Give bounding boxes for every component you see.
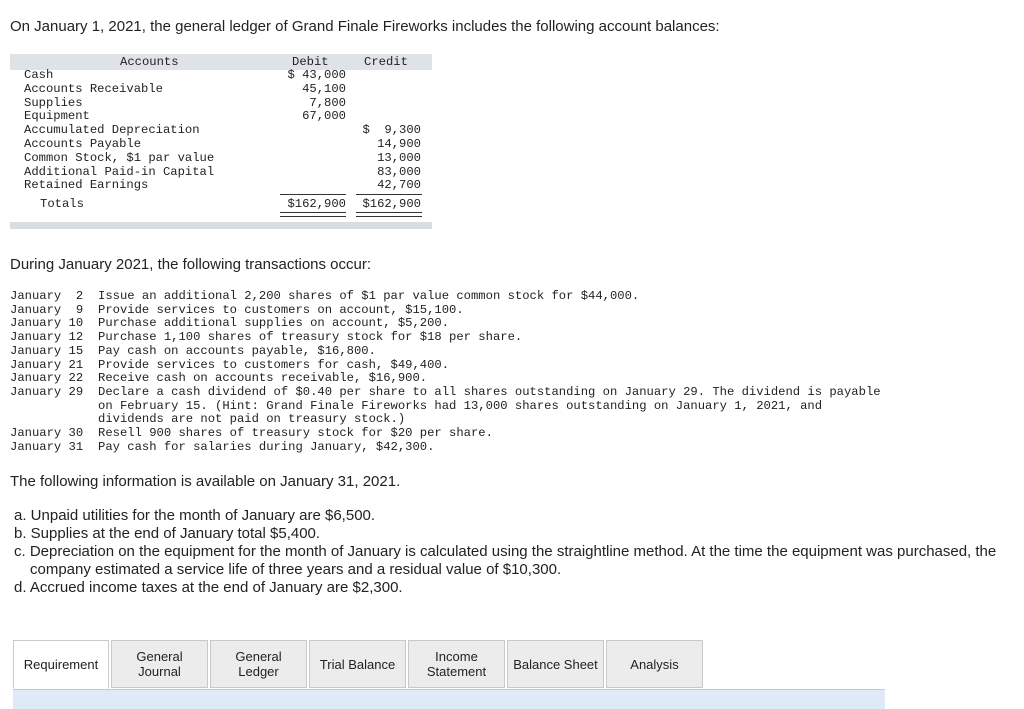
transactions-list: [10, 290, 1010, 454]
credit-amount: 42,700: [377, 178, 421, 193]
transaction-item: [10, 345, 1010, 359]
debit-amount: 45,100: [302, 81, 346, 96]
following-info-intro: The following information is available on January 31, 2021.: [10, 473, 401, 490]
transaction-date: January 12: [10, 330, 84, 345]
transaction-item: [10, 427, 1010, 441]
transaction-date: January 29: [10, 384, 84, 399]
adjustment-item: a. Unpaid utilities for the month of January are $6,500.: [14, 507, 376, 524]
intro-text: On January 1, 2021, the general ledger of Grand Finale Fireworks includes the following account balances:: [10, 18, 720, 35]
table-footer-bar: [10, 222, 432, 229]
header-accounts: Accounts: [120, 55, 179, 69]
account-balances-table: [10, 52, 432, 230]
debit-amount: $ 43,000: [287, 68, 346, 82]
account-name: Cash: [24, 68, 54, 82]
credit-total-double-rule: [356, 212, 422, 217]
transaction-description: Provide services to customers on account, $15,100.: [98, 302, 464, 317]
totals-debit: $162,900: [287, 197, 346, 211]
transaction-description: Purchase 1,100 shares of treasury stock for $18 per share.: [98, 330, 523, 345]
transaction-item: [10, 359, 1010, 373]
transaction-item: [10, 317, 1010, 331]
transaction-item: [10, 386, 1010, 427]
credit-amount: $ 9,300: [362, 123, 421, 138]
account-name: Common Stock, $1 par value: [24, 150, 215, 165]
tab-label: General Ledger: [235, 649, 282, 679]
transaction-item: [10, 441, 1010, 455]
adjustment-item: b. Supplies at the end of January total $5,400.: [14, 525, 321, 542]
table-row: [10, 178, 432, 192]
tab-panel: [13, 689, 885, 709]
adjustment-item: d. Accrued income taxes at the end of January are $2,300.: [14, 579, 403, 596]
table-row: [10, 151, 432, 165]
transaction-date: January 31: [10, 439, 84, 454]
header-credit: Credit: [364, 55, 408, 69]
transaction-date: January 21: [10, 357, 84, 372]
transaction-description: Issue an additional 2,200 shares of $1 par value common stock for $44,000.: [98, 289, 640, 303]
account-name: Retained Earnings: [24, 178, 149, 193]
tab-trial-balance[interactable]: [309, 640, 406, 688]
transaction-date: January 9: [10, 302, 84, 317]
transaction-description: Declare a cash dividend of $0.40 per share to all shares outstanding on January 29. The dividend is payable on February 15. (Hint: Grand Finale Fireworks had 13,000 shares outstanding on January 1, 2021, and dividends are not paid on treasury stock.): [98, 384, 881, 427]
debit-sum-rule: [280, 194, 346, 195]
transaction-item: [10, 304, 1010, 318]
debit-amount: 7,800: [309, 95, 346, 110]
tab-income-statement[interactable]: [408, 640, 505, 688]
transaction-date: January 2: [10, 289, 84, 303]
transaction-description: Purchase additional supplies on account, $5,200.: [98, 316, 450, 331]
credit-sum-rule: [356, 194, 422, 195]
table-row: [10, 165, 432, 179]
tab-bar: [13, 640, 705, 689]
credit-amount: 14,900: [377, 137, 421, 151]
table-row: [10, 137, 432, 151]
transaction-description: Receive cash on accounts receivable, $16,900.: [98, 371, 428, 386]
table-row: [10, 96, 432, 110]
adjustment-item: c. Depreciation on the equipment for the month of January is calculated using the straightline method. At the time the equipment was purchased, the company estimated a service life of three years and a residual value of $10,300.: [14, 543, 997, 578]
transaction-description: Pay cash for salaries during January, $42,300.: [98, 439, 435, 454]
transaction-item: [10, 372, 1010, 386]
tab-label: Requirement: [23, 657, 99, 672]
transaction-item: [10, 331, 1010, 345]
credit-amount: 83,000: [377, 164, 421, 179]
adjustments-list: [14, 507, 1004, 597]
totals-row: [10, 197, 432, 211]
transaction-date: January 10: [10, 316, 84, 331]
transaction-description: Pay cash on accounts payable, $16,800.: [98, 343, 376, 358]
credit-amount: 13,000: [377, 150, 421, 165]
debit-amount: 67,000: [302, 109, 346, 124]
totals-label: Totals: [40, 197, 84, 211]
totals-credit: $162,900: [362, 197, 421, 211]
tab-label: General Journal: [136, 649, 183, 679]
tab-general-ledger[interactable]: [210, 640, 307, 688]
table-row: [10, 123, 432, 137]
tab-label: Analysis: [630, 656, 679, 672]
account-name: Additional Paid-in Capital: [24, 164, 215, 179]
account-name: Accounts Payable: [24, 137, 142, 151]
transaction-item: [10, 290, 1010, 304]
table-row: [10, 109, 432, 123]
transaction-date: January 30: [10, 426, 84, 441]
tab-balance-sheet[interactable]: [507, 640, 604, 688]
tab-label: Trial Balance: [319, 656, 396, 672]
debit-total-double-rule: [280, 212, 346, 217]
transaction-date: January 22: [10, 371, 84, 386]
tab-analysis[interactable]: [606, 640, 703, 688]
transaction-description: Resell 900 shares of treasury stock for $20 per share.: [98, 426, 493, 441]
account-name: Accumulated Depreciation: [24, 123, 200, 138]
tab-label: Balance Sheet: [513, 656, 598, 672]
transaction-description: Provide services to customers for cash, $49,400.: [98, 357, 450, 372]
transaction-date: January 15: [10, 343, 84, 358]
tab-general-journal[interactable]: [111, 640, 208, 688]
account-name: Accounts Receivable: [24, 81, 163, 96]
table-row: [10, 68, 432, 82]
tab-label: Income Statement: [426, 649, 487, 679]
table-row: [10, 82, 432, 96]
account-name: Supplies: [24, 95, 83, 110]
account-name: Equipment: [24, 109, 90, 124]
transactions-intro: During January 2021, the following transactions occur:: [10, 256, 372, 273]
header-debit: Debit: [292, 55, 329, 69]
tab-requirement[interactable]: [13, 640, 109, 689]
